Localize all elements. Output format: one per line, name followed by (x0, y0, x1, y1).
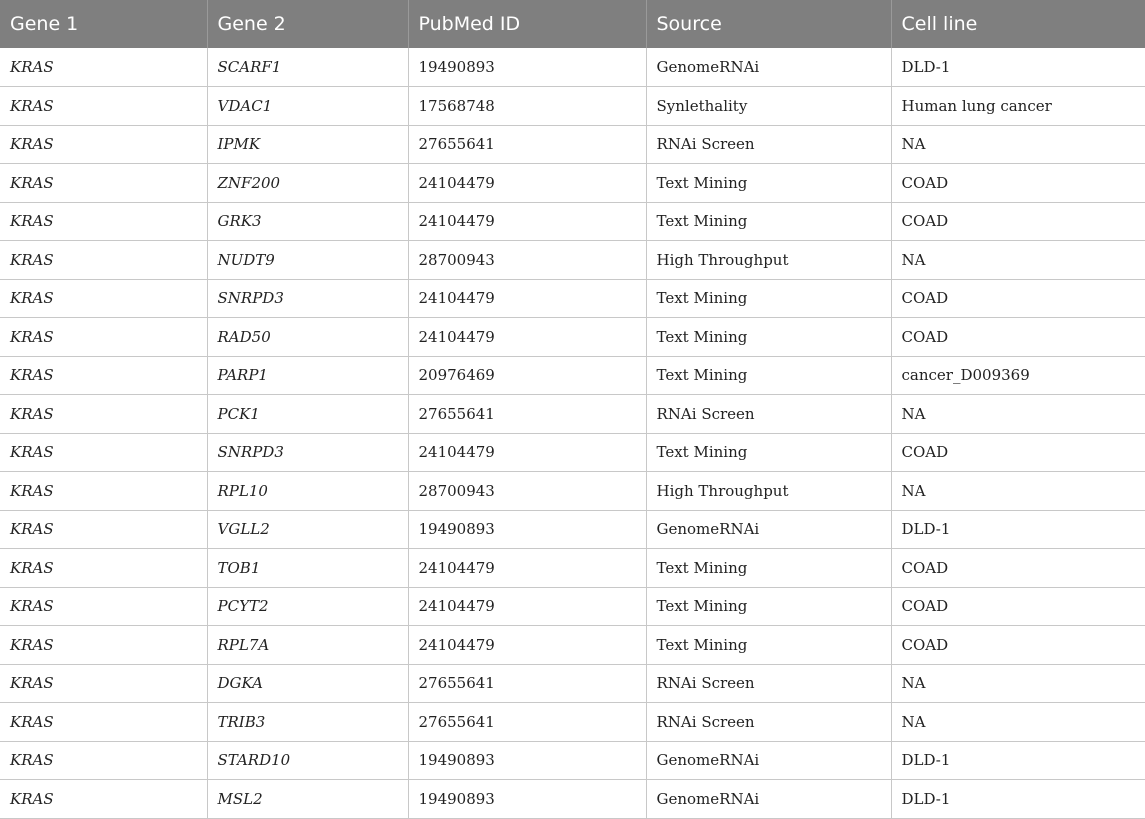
cell-line-cell: cancer_D009369 (891, 356, 1145, 395)
gene-1-cell: KRAS (0, 241, 207, 280)
source-cell: Text Mining (646, 356, 891, 395)
source-cell: GenomeRNAi (646, 510, 891, 549)
cell-line-cell: NA (891, 125, 1145, 164)
pubmed-id-cell: 24104479 (408, 626, 646, 665)
gene-2-cell: TOB1 (207, 549, 408, 588)
pubmed-id-cell: 19490893 (408, 48, 646, 87)
source-cell: Synlethality (646, 87, 891, 126)
cell-line-cell: COAD (891, 626, 1145, 665)
source-cell: Text Mining (646, 549, 891, 588)
table-header (0, 0, 1145, 48)
source-cell: GenomeRNAi (646, 780, 891, 819)
cell-line-cell: DLD-1 (891, 510, 1145, 549)
gene-1-cell: KRAS (0, 279, 207, 318)
source-cell: Text Mining (646, 202, 891, 241)
table-row (0, 780, 1145, 819)
source-cell: Text Mining (646, 164, 891, 203)
header-cell-line: Cell line (891, 0, 1145, 48)
table-row (0, 626, 1145, 665)
gene-2-cell: GRK3 (207, 202, 408, 241)
table-row (0, 433, 1145, 472)
source-cell: Text Mining (646, 587, 891, 626)
gene-2-cell: VGLL2 (207, 510, 408, 549)
gene-1-cell: KRAS (0, 587, 207, 626)
cell-line-cell: COAD (891, 279, 1145, 318)
gene-1-cell: KRAS (0, 125, 207, 164)
gene-2-cell: PCK1 (207, 395, 408, 434)
gene-1-cell: KRAS (0, 626, 207, 665)
table-row (0, 164, 1145, 203)
table-row (0, 318, 1145, 357)
source-cell: RNAi Screen (646, 664, 891, 703)
pubmed-id-cell: 24104479 (408, 164, 646, 203)
pubmed-id-cell: 24104479 (408, 549, 646, 588)
pubmed-id-cell: 27655641 (408, 125, 646, 164)
header-gene-2: Gene 2 (207, 0, 408, 48)
table-row (0, 741, 1145, 780)
gene-1-cell: KRAS (0, 87, 207, 126)
table-row (0, 125, 1145, 164)
gene-1-cell: KRAS (0, 433, 207, 472)
gene-2-cell: RPL10 (207, 472, 408, 511)
pubmed-id-cell: 19490893 (408, 741, 646, 780)
pubmed-id-cell: 28700943 (408, 241, 646, 280)
source-cell: Text Mining (646, 626, 891, 665)
gene-2-cell: VDAC1 (207, 87, 408, 126)
table-row (0, 395, 1145, 434)
table-row (0, 356, 1145, 395)
gene-2-cell: IPMK (207, 125, 408, 164)
cell-line-cell: DLD-1 (891, 48, 1145, 87)
table-row (0, 549, 1145, 588)
cell-line-cell: NA (891, 472, 1145, 511)
pubmed-id-cell: 19490893 (408, 780, 646, 819)
gene-2-cell: SNRPD3 (207, 279, 408, 318)
gene-2-cell: STARD10 (207, 741, 408, 780)
pubmed-id-cell: 17568748 (408, 87, 646, 126)
pubmed-id-cell: 24104479 (408, 433, 646, 472)
cell-line-cell: DLD-1 (891, 780, 1145, 819)
gene-2-cell: DGKA (207, 664, 408, 703)
table-row (0, 587, 1145, 626)
gene-1-cell: KRAS (0, 48, 207, 87)
pubmed-id-cell: 20976469 (408, 356, 646, 395)
gene-1-cell: KRAS (0, 356, 207, 395)
header-row (0, 0, 1145, 48)
cell-line-cell: COAD (891, 587, 1145, 626)
gene-1-cell: KRAS (0, 472, 207, 511)
cell-line-cell: COAD (891, 433, 1145, 472)
gene-1-cell: KRAS (0, 164, 207, 203)
gene-2-cell: RAD50 (207, 318, 408, 357)
source-cell: RNAi Screen (646, 395, 891, 434)
gene-1-cell: KRAS (0, 510, 207, 549)
cell-line-cell: NA (891, 241, 1145, 280)
gene-2-cell: ZNF200 (207, 164, 408, 203)
source-cell: Text Mining (646, 318, 891, 357)
table-row (0, 279, 1145, 318)
gene-2-cell: SCARF1 (207, 48, 408, 87)
source-cell: GenomeRNAi (646, 48, 891, 87)
cell-line-cell: COAD (891, 202, 1145, 241)
cell-line-cell: COAD (891, 549, 1145, 588)
table-row (0, 472, 1145, 511)
pubmed-id-cell: 27655641 (408, 395, 646, 434)
header-gene-1: Gene 1 (0, 0, 207, 48)
cell-line-cell: NA (891, 664, 1145, 703)
source-cell: High Throughput (646, 472, 891, 511)
table-row (0, 48, 1145, 87)
cell-line-cell: Human lung cancer (891, 87, 1145, 126)
pubmed-id-cell: 28700943 (408, 472, 646, 511)
pubmed-id-cell: 27655641 (408, 664, 646, 703)
gene-1-cell: KRAS (0, 664, 207, 703)
source-cell: High Throughput (646, 241, 891, 280)
gene-1-cell: KRAS (0, 202, 207, 241)
cell-line-cell: NA (891, 703, 1145, 742)
gene-2-cell: RPL7A (207, 626, 408, 665)
table-row (0, 202, 1145, 241)
pubmed-id-cell: 24104479 (408, 202, 646, 241)
gene-1-cell: KRAS (0, 318, 207, 357)
gene-2-cell: PCYT2 (207, 587, 408, 626)
gene-1-cell: KRAS (0, 741, 207, 780)
pubmed-id-cell: 24104479 (408, 587, 646, 626)
header-source: Source (646, 0, 891, 48)
table-row (0, 241, 1145, 280)
cell-line-cell: NA (891, 395, 1145, 434)
source-cell: RNAi Screen (646, 703, 891, 742)
pubmed-id-cell: 19490893 (408, 510, 646, 549)
cell-line-cell: DLD-1 (891, 741, 1145, 780)
pubmed-id-cell: 24104479 (408, 318, 646, 357)
gene-2-cell: NUDT9 (207, 241, 408, 280)
cell-line-cell: COAD (891, 164, 1145, 203)
table-body (0, 48, 1145, 818)
gene-2-cell: TRIB3 (207, 703, 408, 742)
gene-2-cell: PARP1 (207, 356, 408, 395)
gene-1-cell: KRAS (0, 395, 207, 434)
gene-2-cell: MSL2 (207, 780, 408, 819)
source-cell: Text Mining (646, 433, 891, 472)
cell-line-cell: COAD (891, 318, 1145, 357)
table-row (0, 510, 1145, 549)
source-cell: GenomeRNAi (646, 741, 891, 780)
source-cell: RNAi Screen (646, 125, 891, 164)
gene-2-cell: SNRPD3 (207, 433, 408, 472)
header-pubmed-id: PubMed ID (408, 0, 646, 48)
gene-1-cell: KRAS (0, 549, 207, 588)
gene-1-cell: KRAS (0, 703, 207, 742)
source-cell: Text Mining (646, 279, 891, 318)
table-row (0, 87, 1145, 126)
table-row (0, 664, 1145, 703)
table-row (0, 703, 1145, 742)
pubmed-id-cell: 24104479 (408, 279, 646, 318)
gene-1-cell: KRAS (0, 780, 207, 819)
pubmed-id-cell: 27655641 (408, 703, 646, 742)
